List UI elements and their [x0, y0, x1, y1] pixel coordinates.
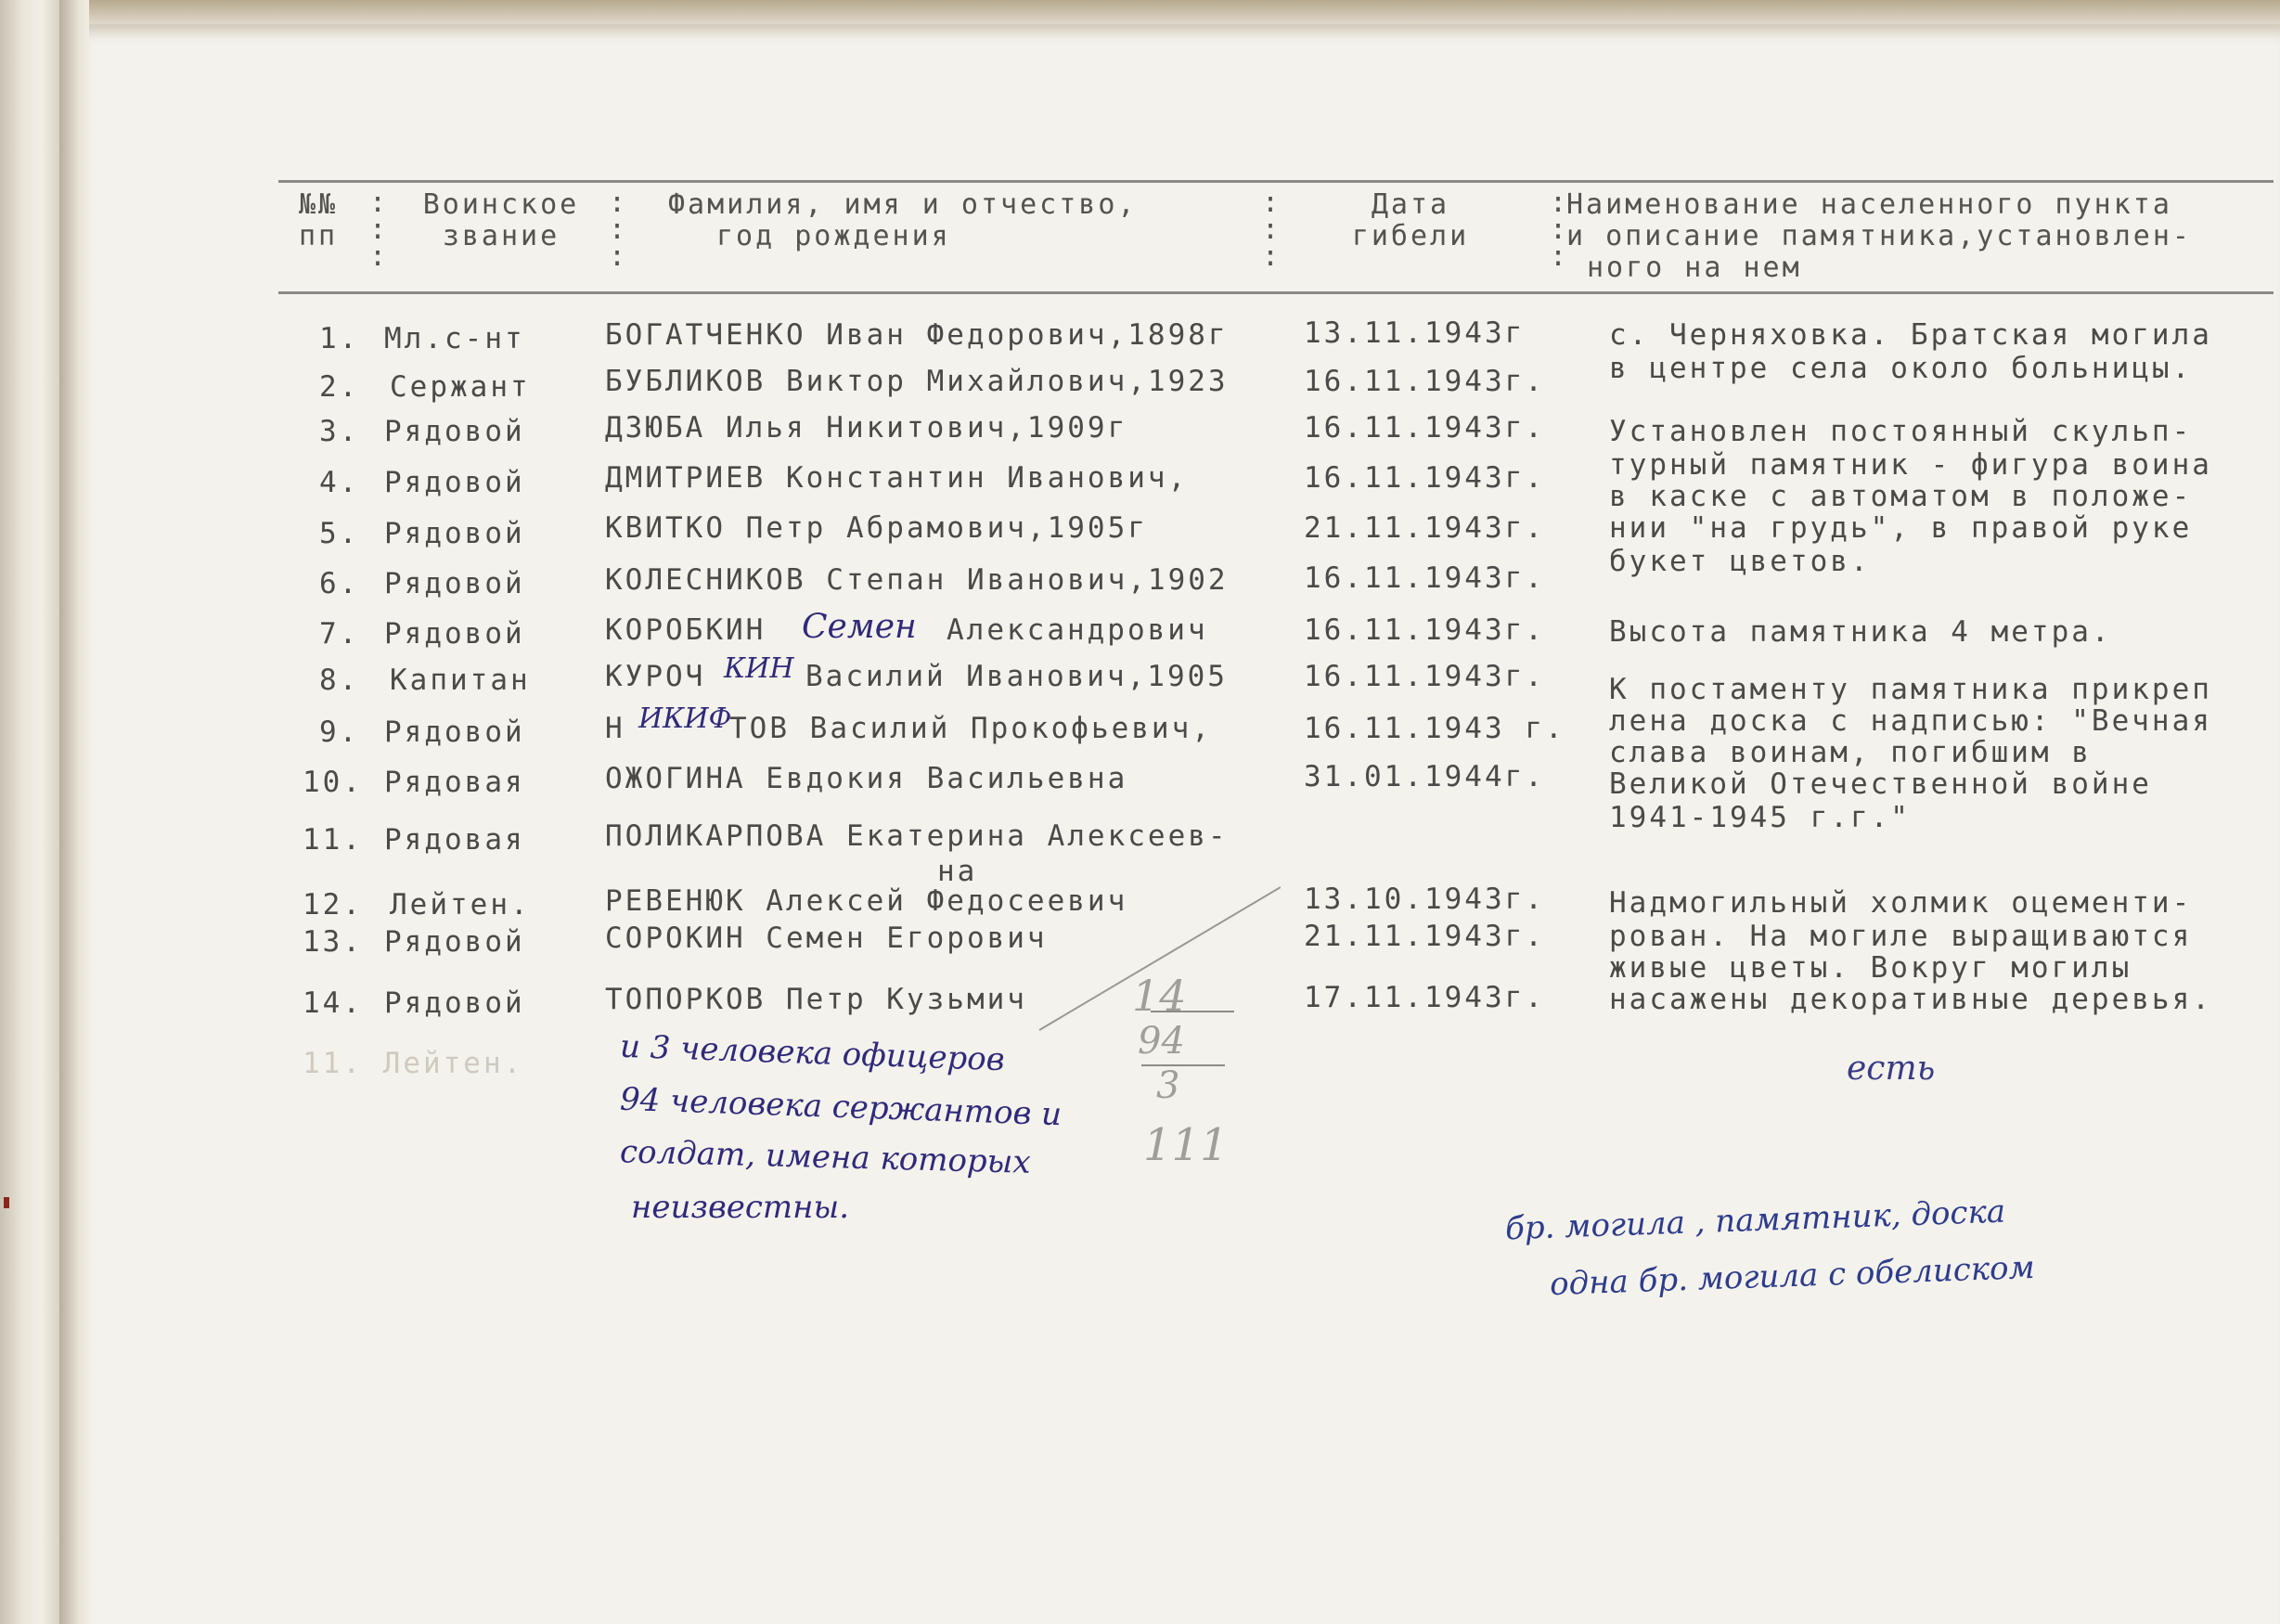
- pencil-sum: 3: [1156, 1064, 1180, 1107]
- row-date: 16.11.1943г.: [1304, 660, 1545, 693]
- row-number: 3.: [319, 415, 360, 448]
- header-name: Фамилия, имя и отчество, год рождения: [668, 188, 1138, 252]
- blue-ink-note: одна бр. могила с обелиском: [1549, 1248, 2036, 1304]
- description-line: слава воинам, погибшим в: [1609, 736, 2092, 769]
- header-top-rule: [278, 180, 2274, 183]
- column-separator: : : :: [609, 187, 626, 273]
- row-name: КОЛЕСНИКОВ Степан Иванович,1902: [605, 563, 1229, 597]
- description-line: в каске с автоматом в положе-: [1609, 480, 2193, 513]
- handwritten-mark: есть: [1847, 1050, 1936, 1088]
- row-name: ТОПОРКОВ Петр Кузьмич: [605, 983, 1027, 1016]
- row-rank: Рядовой: [384, 415, 525, 448]
- description-line: Надмогильный холмик оцементи-: [1609, 886, 2193, 920]
- column-separator: : : :: [1550, 187, 1567, 273]
- description-line: букет цветов.: [1609, 545, 1871, 578]
- row-name: ПОЛИКАРПОВА Екатерина Алексеев-: [605, 819, 1229, 853]
- row-name: ОЖОГИНА Евдокия Васильевна: [605, 762, 1128, 795]
- handwritten-correction: ИКИФ: [638, 702, 732, 735]
- column-separator: : : :: [1262, 187, 1280, 273]
- row-number: 6.: [319, 567, 360, 600]
- row-name: ДМИТРИЕВ Константин Иванович,: [605, 461, 1189, 495]
- page-top-edge: [89, 0, 2280, 26]
- row-date: 17.11.1943г.: [1304, 981, 1545, 1014]
- row-number: 13.: [303, 925, 363, 959]
- column-separator: : : :: [369, 187, 387, 273]
- bleed-through-text: 11. Лейтен.: [303, 1047, 524, 1080]
- description-line: с. Черняховка. Братская могила: [1609, 318, 2212, 352]
- description-line: Установлен постоянный скульп-: [1609, 415, 2193, 448]
- row-number: 14.: [303, 986, 363, 1020]
- description-line: насажены декоративные деревья.: [1609, 983, 2212, 1016]
- row-name: КВИТКО Петр Абрамович,1905г: [605, 511, 1148, 545]
- blue-ink-note: бр. могила , памятник, доска: [1504, 1192, 2006, 1248]
- row-number: 10.: [303, 766, 363, 799]
- row-date: 21.11.1943г.: [1304, 920, 1545, 953]
- row-name: КОРОБКИН: [605, 613, 766, 647]
- row-date: 16.11.1943г.: [1304, 411, 1545, 445]
- row-number: 12.: [303, 888, 363, 922]
- row-rank: Рядовая: [384, 766, 525, 799]
- header-number: №№ пп: [299, 188, 339, 252]
- row-name-continuation: на: [937, 855, 978, 888]
- row-rank: Рядовой: [384, 986, 525, 1020]
- row-name-rest: ТОВ Василий Прокофьевич,: [729, 712, 1212, 745]
- row-rank: Капитан: [390, 664, 531, 697]
- row-number: 4.: [319, 466, 360, 499]
- row-date: 13.11.1943г: [1304, 316, 1526, 350]
- row-number: 8.: [319, 664, 360, 697]
- pencil-sum: 14: [1132, 971, 1187, 1021]
- pencil-sum: 94: [1138, 1020, 1185, 1063]
- row-rank: Рядовой: [384, 466, 525, 499]
- header-bottom-rule: [278, 291, 2274, 294]
- pencil-sum-total: 111: [1143, 1119, 1229, 1171]
- row-date: 16.11.1943г.: [1304, 613, 1545, 647]
- description-line: нии "на грудь", в правой руке: [1609, 511, 2193, 545]
- row-name: Н: [605, 712, 625, 745]
- row-name-rest: Василий Иванович,1905: [805, 660, 1228, 693]
- row-number: 2.: [319, 370, 360, 404]
- handwritten-note-line: неизвестны.: [631, 1189, 850, 1226]
- row-number: 9.: [319, 715, 360, 749]
- handwritten-note-line: 94 человека сержантов и: [619, 1080, 1063, 1134]
- page-mark: [4, 1197, 9, 1208]
- row-name-rest: Александрович: [947, 613, 1208, 647]
- row-rank: Рядовой: [384, 925, 525, 959]
- description-line: живые цветы. Вокруг могилы: [1609, 951, 2132, 985]
- book-spine: [59, 0, 93, 1624]
- description-line: Великой Отечественной войне: [1609, 767, 2152, 801]
- handwritten-correction: Семен: [802, 608, 917, 646]
- row-rank: Рядовой: [384, 567, 525, 600]
- row-rank: Сержант: [390, 370, 531, 404]
- handwritten-note-line: и 3 человека офицеров: [619, 1027, 1006, 1079]
- row-number: 1.: [319, 322, 360, 355]
- row-rank: Рядовой: [384, 517, 525, 550]
- row-name: БУБЛИКОВ Виктор Михайлович,1923: [605, 365, 1229, 398]
- header-date: Дата гибели: [1351, 188, 1470, 252]
- row-number: 5.: [319, 517, 360, 550]
- row-rank: Рядовая: [384, 823, 525, 857]
- description-line: 1941-1945 г.г.": [1609, 801, 1911, 834]
- row-date: 16.11.1943г.: [1304, 461, 1545, 495]
- row-rank: Лейтен.: [390, 888, 531, 922]
- row-name: БОГАТЧЕНКО Иван Федорович,1898г: [605, 318, 1229, 352]
- row-rank: Рядовой: [384, 617, 525, 651]
- row-rank: Рядовой: [384, 715, 525, 749]
- header-place: Наименование населенного пункта и описание памятника,установлен- ного на нем: [1566, 188, 2192, 284]
- row-rank: Мл.с-нт: [384, 322, 525, 355]
- row-date: 16.11.1943г.: [1304, 561, 1545, 595]
- row-name: РЕВЕНЮК Алексей Федосеевич: [605, 884, 1128, 918]
- row-date: 16.11.1943г.: [1304, 365, 1545, 398]
- row-date: 16.11.1943 г.: [1304, 712, 1565, 745]
- description-line: турный памятник - фигура воина: [1609, 448, 2212, 482]
- handwritten-note-line: солдат, имена которых: [619, 1133, 1032, 1181]
- description-line: в центре села около больницы.: [1609, 352, 2193, 385]
- row-number: 11.: [303, 823, 363, 857]
- left-page-edge: [0, 0, 59, 1624]
- description-line: К постаменту памятника прикреп: [1609, 673, 2212, 706]
- row-date: 13.10.1943г.: [1304, 883, 1545, 916]
- header-rank: Воинское звание: [422, 188, 580, 252]
- handwritten-correction: КИН: [724, 652, 794, 685]
- row-name: КУРОЧ: [605, 660, 706, 693]
- row-name: ДЗЮБА Илья Никитович,1909г: [605, 411, 1128, 445]
- row-name: СОРОКИН Семен Егорович: [605, 922, 1048, 955]
- row-number: 7.: [319, 617, 360, 651]
- description-line: рован. На могиле выращиваются: [1609, 920, 2193, 953]
- row-date: 31.01.1944г.: [1304, 760, 1545, 793]
- row-date: 21.11.1943г.: [1304, 511, 1545, 545]
- description-line: Высота памятника 4 метра.: [1609, 615, 2112, 649]
- description-line: лена доска с надписью: "Вечная: [1609, 704, 2212, 738]
